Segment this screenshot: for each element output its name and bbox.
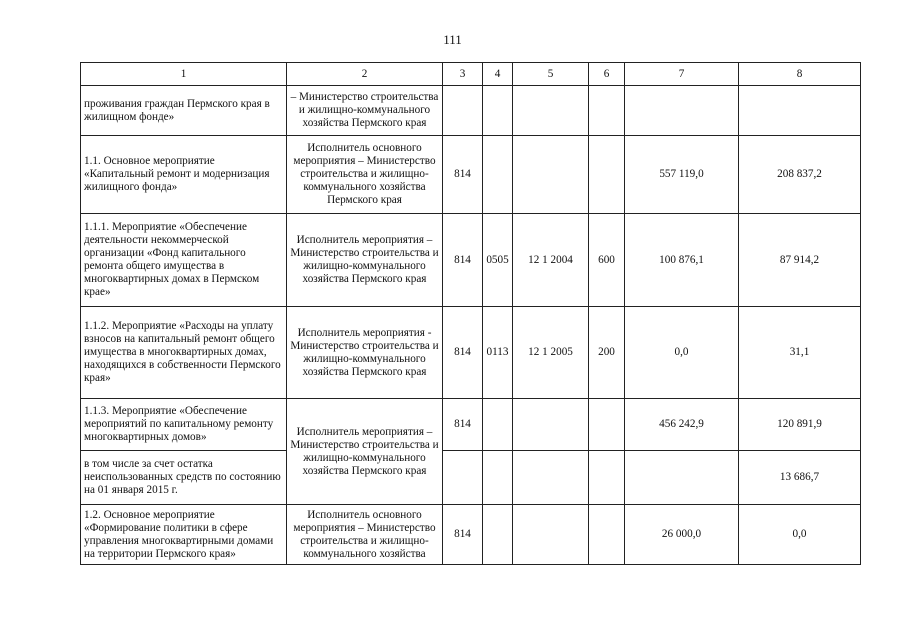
activity-name: в том числе за счет остатка неиспользованных средств по состоянию на 01 января 2015 г. <box>81 451 287 505</box>
header-cell: 6 <box>589 63 625 86</box>
header-cell: 8 <box>739 63 861 86</box>
cell-target-code <box>513 399 589 451</box>
cell-section-code <box>483 451 513 505</box>
cell-expense-type <box>589 451 625 505</box>
cell-amount-1: 0,0 <box>625 307 739 399</box>
table-row <box>81 399 861 451</box>
activity-name: 1.1. Основное мероприятие «Капитальный ремонт и модернизация жилищного фонда» <box>81 136 287 214</box>
cell-amount-2: 13 686,7 <box>739 451 861 505</box>
executor: Исполнитель основного мероприятия – Министерство строительства и жилищно-коммунального хозяйства Пермского края <box>287 136 443 214</box>
cell-expense-type <box>589 399 625 451</box>
cell-target-code <box>513 86 589 136</box>
cell-amount-2: 87 914,2 <box>739 214 861 307</box>
header-cell: 1 <box>81 63 287 86</box>
cell-amount-1: 26 000,0 <box>625 505 739 565</box>
cell-admin-code: 814 <box>443 214 483 307</box>
activity-name: 1.2. Основное мероприятие «Формирование политики в сфере управления многоквартирными домами на территории Пермского края» <box>81 505 287 565</box>
cell-amount-2: 120 891,9 <box>739 399 861 451</box>
budget-table <box>80 62 861 565</box>
executor: – Министерство строительства и жилищно-коммунального хозяйства Пермского края <box>287 86 443 136</box>
cell-amount-2 <box>739 86 861 136</box>
header-cell: 2 <box>287 63 443 86</box>
cell-section-code: 0505 <box>483 214 513 307</box>
cell-section-code <box>483 136 513 214</box>
cell-amount-1: 456 242,9 <box>625 399 739 451</box>
cell-expense-type <box>589 136 625 214</box>
cell-expense-type <box>589 505 625 565</box>
table-row <box>81 307 861 399</box>
cell-amount-2: 31,1 <box>739 307 861 399</box>
table-row <box>81 214 861 307</box>
activity-name: 1.1.2. Мероприятие «Расходы на уплату взносов на капитальный ремонт общего имущества в многоквартирных домах, находящихся в собственности Пермского края» <box>81 307 287 399</box>
header-cell: 3 <box>443 63 483 86</box>
cell-admin-code: 814 <box>443 307 483 399</box>
table-row <box>81 451 861 505</box>
header-cell: 5 <box>513 63 589 86</box>
cell-section-code: 0113 <box>483 307 513 399</box>
header-cell: 7 <box>625 63 739 86</box>
executor: Исполнитель основного мероприятия – Министерство строительства и жилищно-коммунального хозяйства <box>287 505 443 565</box>
cell-target-code <box>513 505 589 565</box>
cell-admin-code: 814 <box>443 505 483 565</box>
header-row <box>81 63 861 86</box>
page-number: 111 <box>443 32 462 47</box>
executor: Исполнитель мероприятия – Министерство строительства и жилищно-коммунального хозяйства Пермского края <box>287 399 443 505</box>
activity-name: 1.1.1. Мероприятие «Обеспечение деятельности некоммерческой организации «Фонд капитального ремонта общего имущества в многоквартирных домах в Пермском крае» <box>81 214 287 307</box>
activity-name: 1.1.3. Мероприятие «Обеспечение мероприятий по капитальному ремонту многоквартирных домов» <box>81 399 287 451</box>
cell-section-code <box>483 505 513 565</box>
table-row <box>81 136 861 214</box>
cell-amount-1: 100 876,1 <box>625 214 739 307</box>
cell-expense-type <box>589 86 625 136</box>
cell-expense-type: 600 <box>589 214 625 307</box>
executor: Исполнитель мероприятия - Министерство строительства и жилищно-коммунального хозяйства Пермского края <box>287 307 443 399</box>
cell-amount-2: 0,0 <box>739 505 861 565</box>
header-cell: 4 <box>483 63 513 86</box>
cell-section-code <box>483 399 513 451</box>
activity-name: проживания граждан Пермского края в жилищном фонде» <box>81 86 287 136</box>
cell-amount-2: 208 837,2 <box>739 136 861 214</box>
cell-amount-1 <box>625 451 739 505</box>
cell-target-code <box>513 451 589 505</box>
cell-section-code <box>483 86 513 136</box>
cell-target-code: 12 1 2005 <box>513 307 589 399</box>
cell-amount-1: 557 119,0 <box>625 136 739 214</box>
cell-admin-code <box>443 451 483 505</box>
cell-target-code: 12 1 2004 <box>513 214 589 307</box>
cell-amount-1 <box>625 86 739 136</box>
cell-expense-type: 200 <box>589 307 625 399</box>
cell-admin-code: 814 <box>443 136 483 214</box>
cell-target-code <box>513 136 589 214</box>
table-row <box>81 86 861 136</box>
executor: Исполнитель мероприятия – Министерство строительства и жилищно-коммунального хозяйства Пермского края <box>287 214 443 307</box>
table-row <box>81 505 861 565</box>
cell-admin-code: 814 <box>443 399 483 451</box>
cell-admin-code <box>443 86 483 136</box>
